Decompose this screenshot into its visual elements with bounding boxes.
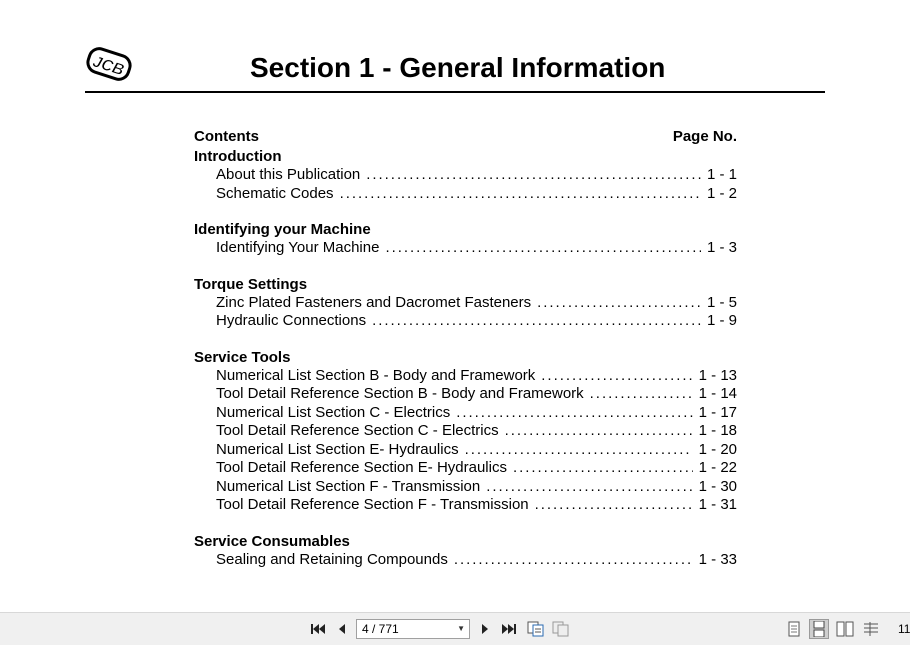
toc-section-title: Introduction bbox=[194, 148, 282, 165]
page-indicator: 4 / 771 bbox=[362, 622, 399, 636]
toc-entry-page: 1 - 9 bbox=[706, 312, 737, 329]
toc-entry[interactable] bbox=[194, 496, 737, 515]
viewer-toolbar bbox=[0, 612, 910, 645]
toc-entry-label: About this Publication bbox=[216, 166, 361, 183]
toc-entry-page: 1 - 2 bbox=[706, 184, 737, 202]
continuous-page-icon[interactable] bbox=[809, 619, 829, 639]
toc-section-title: Identifying your Machine bbox=[194, 221, 371, 238]
toc-entry-label: Zinc Plated Fasteners and Dacromet Fasteners bbox=[216, 293, 532, 311]
toc-entry[interactable] bbox=[194, 385, 737, 404]
toc-section-title: Service Consumables bbox=[194, 532, 350, 550]
toc-section bbox=[194, 532, 737, 570]
next-page-icon[interactable] bbox=[476, 620, 494, 638]
toc-entry-page: 1 - 1 bbox=[706, 166, 737, 183]
dot-leader bbox=[385, 239, 701, 258]
dot-leader bbox=[456, 404, 692, 423]
outline-icon[interactable] bbox=[862, 620, 880, 638]
table-of-contents bbox=[194, 127, 737, 569]
dot-leader bbox=[505, 422, 693, 441]
toc-entry-label: Numerical List Section F - Transmission bbox=[216, 477, 481, 495]
toc-section-title: Torque Settings bbox=[194, 275, 308, 293]
dot-leader bbox=[340, 185, 701, 204]
contents-label: Contents bbox=[194, 128, 259, 145]
svg-text:JCB: JCB bbox=[90, 53, 127, 80]
toc-entry[interactable] bbox=[194, 294, 737, 313]
toc-entry[interactable] bbox=[194, 478, 737, 497]
toc-entry-page: 1 - 13 bbox=[698, 366, 737, 384]
toc-entry-label: Identifying Your Machine bbox=[216, 239, 380, 256]
toc-header bbox=[194, 127, 737, 147]
bookmarks-icon[interactable] bbox=[552, 620, 570, 638]
toc-entry[interactable] bbox=[194, 404, 737, 423]
toc-entry[interactable] bbox=[194, 551, 737, 570]
toc-entry-page: 1 - 20 bbox=[698, 440, 737, 458]
jcb-logo bbox=[84, 44, 134, 84]
toc-entry-label: Tool Detail Reference Section F - Transmission bbox=[216, 496, 529, 513]
dot-leader bbox=[366, 166, 701, 185]
page-number-field[interactable] bbox=[356, 619, 470, 639]
toc-entry[interactable] bbox=[194, 239, 737, 258]
toc-entry-page: 1 - 14 bbox=[698, 385, 737, 402]
dot-leader bbox=[535, 496, 693, 515]
page-no-label: Page No. bbox=[672, 128, 737, 145]
toc-entry-page: 1 - 5 bbox=[706, 293, 737, 311]
dropdown-caret-icon[interactable]: ▼ bbox=[457, 624, 465, 633]
toc-entry[interactable] bbox=[194, 441, 737, 460]
toc-section bbox=[194, 147, 737, 203]
dot-leader bbox=[372, 312, 701, 331]
dot-leader bbox=[590, 385, 693, 404]
prev-page-icon[interactable] bbox=[333, 620, 351, 638]
page-title: Section 1 - General Information bbox=[250, 52, 666, 83]
toc-section bbox=[194, 348, 737, 515]
toc-entry[interactable] bbox=[194, 367, 737, 386]
toc-entry-page: 1 - 18 bbox=[698, 422, 737, 439]
last-page-icon[interactable] bbox=[500, 620, 518, 638]
dot-leader bbox=[513, 459, 693, 478]
toc-section-title: Service Tools bbox=[194, 348, 291, 366]
toc-section bbox=[194, 275, 737, 331]
toc-entry[interactable] bbox=[194, 422, 737, 441]
toc-entry-page: 1 - 22 bbox=[698, 459, 737, 476]
toc-entry-label: Tool Detail Reference Section B - Body and Framework bbox=[216, 385, 584, 402]
toc-entry-page: 1 - 33 bbox=[698, 550, 737, 568]
dot-leader bbox=[541, 367, 692, 386]
toc-entry-label: Tool Detail Reference Section E- Hydraulics bbox=[216, 459, 507, 476]
toc-section bbox=[194, 220, 737, 258]
toc-entry-label: Sealing and Retaining Compounds bbox=[216, 550, 448, 568]
toc-entry[interactable] bbox=[194, 459, 737, 478]
zoom-level: 11 bbox=[898, 622, 910, 636]
toc-entry-label: Tool Detail Reference Section C - Electrics bbox=[216, 422, 499, 439]
dot-leader bbox=[454, 551, 693, 570]
toc-entry-page: 1 - 31 bbox=[698, 496, 737, 513]
facing-pages-icon[interactable] bbox=[836, 620, 854, 638]
dot-leader bbox=[465, 441, 693, 460]
toc-sections bbox=[194, 147, 737, 569]
dot-leader bbox=[486, 478, 692, 497]
thumbnails-icon[interactable] bbox=[527, 620, 545, 638]
toc-entry[interactable] bbox=[194, 185, 737, 204]
first-page-icon[interactable] bbox=[309, 620, 327, 638]
toc-entry[interactable] bbox=[194, 166, 737, 185]
toc-entry-label: Schematic Codes bbox=[216, 184, 334, 202]
toc-entry-label: Numerical List Section E- Hydraulics bbox=[216, 440, 459, 458]
toc-entry[interactable] bbox=[194, 312, 737, 331]
dot-leader bbox=[537, 294, 701, 313]
toc-entry-label: Numerical List Section C - Electrics bbox=[216, 403, 451, 421]
toc-entry-page: 1 - 30 bbox=[698, 477, 737, 495]
toc-entry-label: Hydraulic Connections bbox=[216, 312, 367, 329]
single-page-icon[interactable] bbox=[785, 620, 803, 638]
toc-entry-page: 1 - 17 bbox=[698, 403, 737, 421]
toc-entry-page: 1 - 3 bbox=[706, 239, 737, 256]
toc-entry-label: Numerical List Section B - Body and Framework bbox=[216, 366, 536, 384]
title-rule bbox=[85, 91, 825, 93]
